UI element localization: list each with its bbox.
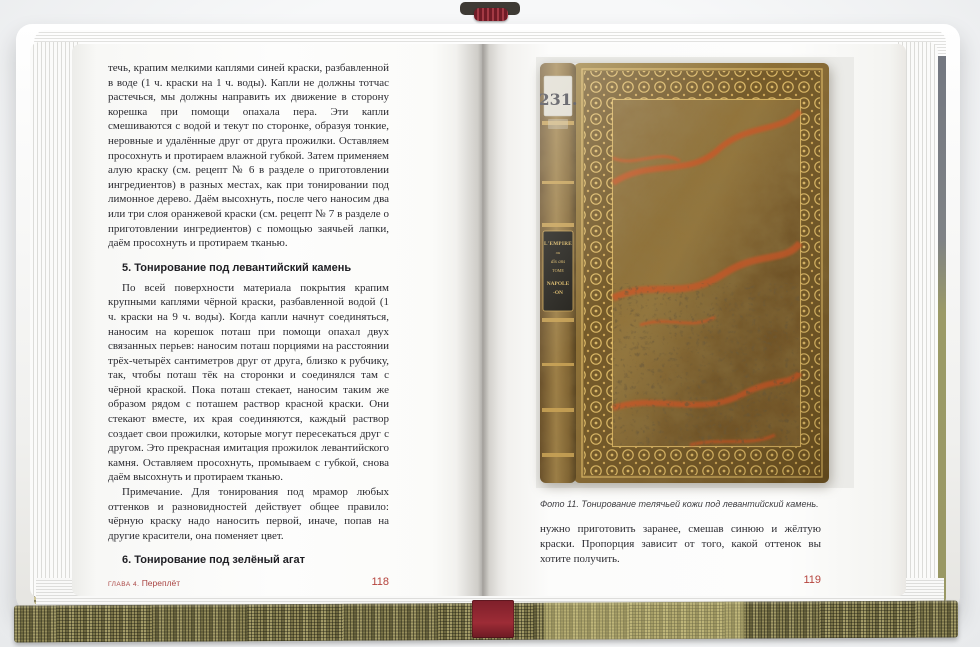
page-number-119: 119 <box>803 574 821 586</box>
body-paragraph: нужно приготовить заранее, смешав синюю и жёлтую краски. Пропорция зависит от того, какой оттенок вы хотите получить. <box>540 523 821 565</box>
section-heading-6: 6. Тонирование под зелёный агат <box>122 554 305 567</box>
footer-chapter-label: ГЛАВА 4. <box>108 581 140 588</box>
right-page-text-column <box>540 522 821 567</box>
page-number-118: 118 <box>371 576 389 588</box>
body-paragraph: течь, крапим мелкими каплями синей краски, разбавленной в воде (1 ч. краски на 1 ч. воды). Капли не должны тотчас растечься, мы должны направить их движение в сторону корешка при помощи опахала пера. Эти капли смешиваются с водой и текут по сторонке, образуя тонкие, неровные и удалённые друг от друга прожилки. Оставляем просохнуть и протираем влажной губкой. Затем применяем алую краску (см. рецепт № 6 в разделе о приготовлении ингредиентов) в разных местах, как при тонировании под лимонное дерево. Даём высохнуть, после чего наносим два или три слоя оранжевой краски (см. рецепт № 7 в разделе о приготовлении ингредиентов) с помощью заячьей лапки, даём просохнуть и протираем тканью. <box>108 62 389 250</box>
bookmark-ribbon <box>472 600 514 638</box>
headband <box>474 8 508 21</box>
section-heading-5: 5. Тонирование под левантийский камень <box>122 261 352 274</box>
antique-book-cover-photo <box>540 63 829 483</box>
body-paragraph: По всей поверхности материала покрытия крапим крупными каплями чёрной краски, разбавленной водой (1 ч. краски на 9 ч. воды). Когда капли начнут соединяться, наносим на корешок поташ при помощи опахал двух связанных перьев: наносим поташ порциями на расстоянии трёх-четырёх сантиметров друг от друга, близко к рубчику, так, чтобы поташ тёк на сторонки и соединялся там с чёрной краской. Пока поташ стекает, наносим таким же образом рядом с поташем раствор красной краски. Они стекают вместе, их края соединяются, каждый раствор создает свои прожилки, которые могут пересекаться друг с другом. Это прекрасная имитация прожилок левантийского камня. Оставляем просохнуть, промываем с губкой, снова даём высохнуть и протираем тканью. <box>108 281 389 484</box>
photo-caption: Фото 11. Тонирование телячьей кожи под левантийский камень. <box>540 499 819 509</box>
left-page-text-column <box>108 61 389 573</box>
footer-section-label: Переплёт <box>141 578 181 588</box>
note-paragraph: Примечание. Для тонирования под мрамор любых оттенков и разновидностей действует общее правило: чёрную краску надо наносить первой, иначе, попав на другие красители, она поменяет цвет. <box>108 486 389 542</box>
gutter-shadow <box>456 44 508 596</box>
cover-bottom-strip-highlight <box>544 602 744 640</box>
photo-lighting-overlay <box>540 63 829 483</box>
